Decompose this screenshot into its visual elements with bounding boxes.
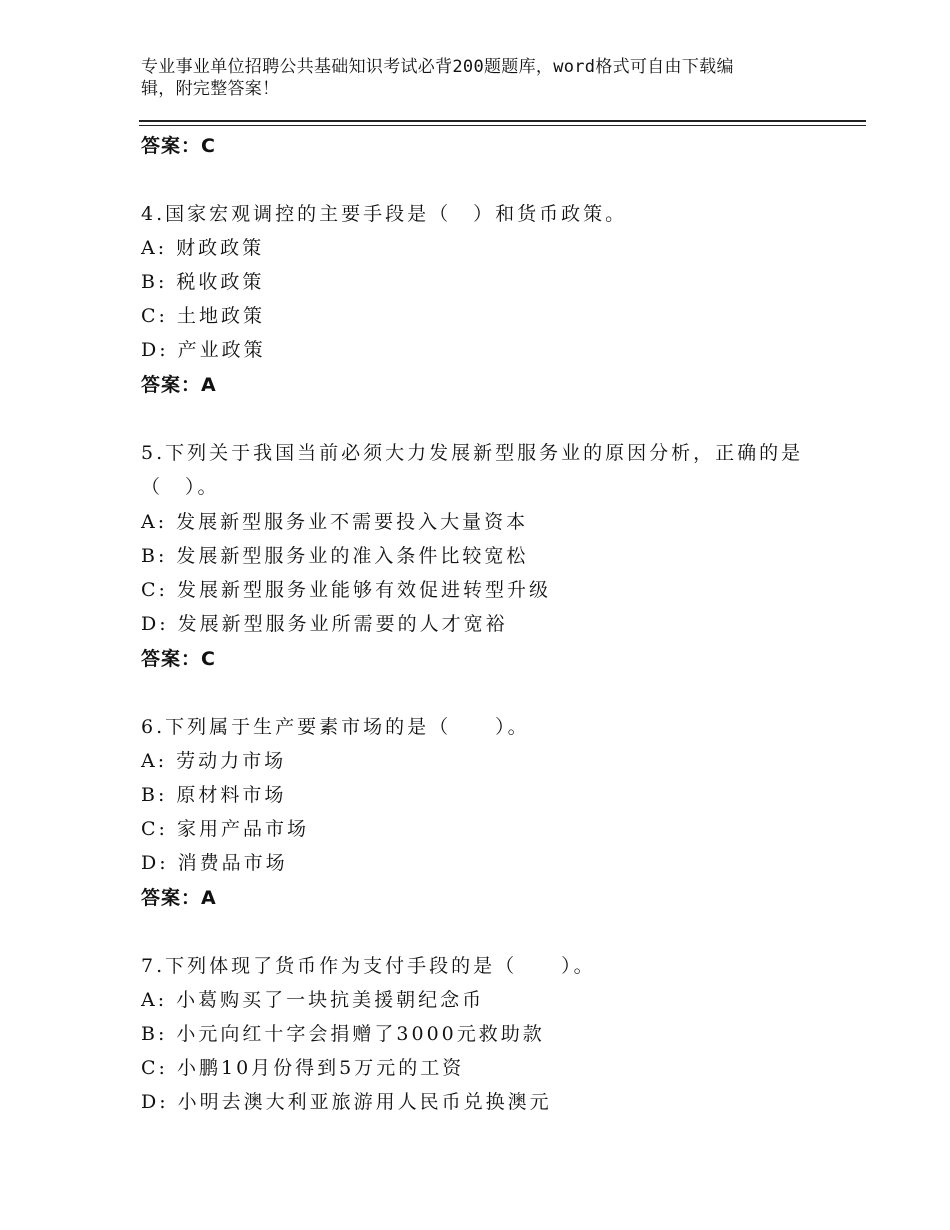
- question-5-stem-continued: （ ）。: [141, 476, 220, 498]
- question-6-option-b: B: 原材料市场: [141, 784, 287, 806]
- answer-q4: 答案：A: [141, 374, 217, 396]
- question-5-option-c: C: 发展新型服务业能够有效促进转型升级: [141, 579, 551, 601]
- question-7-option-c: C: 小鹏10月份得到5万元的工资: [141, 1057, 465, 1079]
- question-6-option-d: D: 消费品市场: [141, 852, 288, 874]
- question-5-option-b: B: 发展新型服务业的准入条件比较宽松: [141, 545, 529, 567]
- header-line-2: 辑，附完整答案！: [141, 79, 280, 99]
- question-5-stem: 5.下列关于我国当前必须大力发展新型服务业的原因分析，正确的是: [141, 442, 804, 464]
- question-4-option-c: C: 土地政策: [141, 305, 265, 327]
- answer-q5: 答案：C: [141, 648, 216, 670]
- header-line-1: 专业事业单位招聘公共基础知识考试必背200题题库，word格式可自由下载编: [141, 57, 734, 77]
- question-5-option-a: A: 发展新型服务业不需要投入大量资本: [141, 511, 529, 533]
- question-7-stem: 7.下列体现了货币作为支付手段的是（ ）。: [141, 955, 596, 977]
- document-header: [141, 56, 791, 100]
- header-rule-thick: [139, 120, 866, 122]
- question-6-option-a: A: 劳动力市场: [141, 750, 287, 772]
- question-6-option-c: C: 家用产品市场: [141, 818, 309, 840]
- question-7-option-b: B: 小元向红十字会捐赠了3000元救助款: [141, 1023, 545, 1045]
- question-4-stem: 4.国家宏观调控的主要手段是（ ）和货币政策。: [141, 203, 628, 225]
- question-5-option-d: D: 发展新型服务业所需要的人才宽裕: [141, 613, 508, 635]
- header-rule-thin: [139, 125, 866, 126]
- question-4-option-a: A: 财政政策: [141, 237, 265, 259]
- question-4-option-b: B: 税收政策: [141, 271, 265, 293]
- answer-q3: 答案：C: [141, 135, 216, 157]
- question-7-option-d: D: 小明去澳大利亚旅游用人民币兑换澳元: [141, 1091, 552, 1113]
- answer-q6: 答案：A: [141, 887, 217, 909]
- question-7-option-a: A: 小葛购买了一块抗美援朝纪念币: [141, 989, 485, 1011]
- question-6-stem: 6.下列属于生产要素市场的是（ ）。: [141, 716, 530, 738]
- question-4-option-d: D: 产业政策: [141, 339, 266, 361]
